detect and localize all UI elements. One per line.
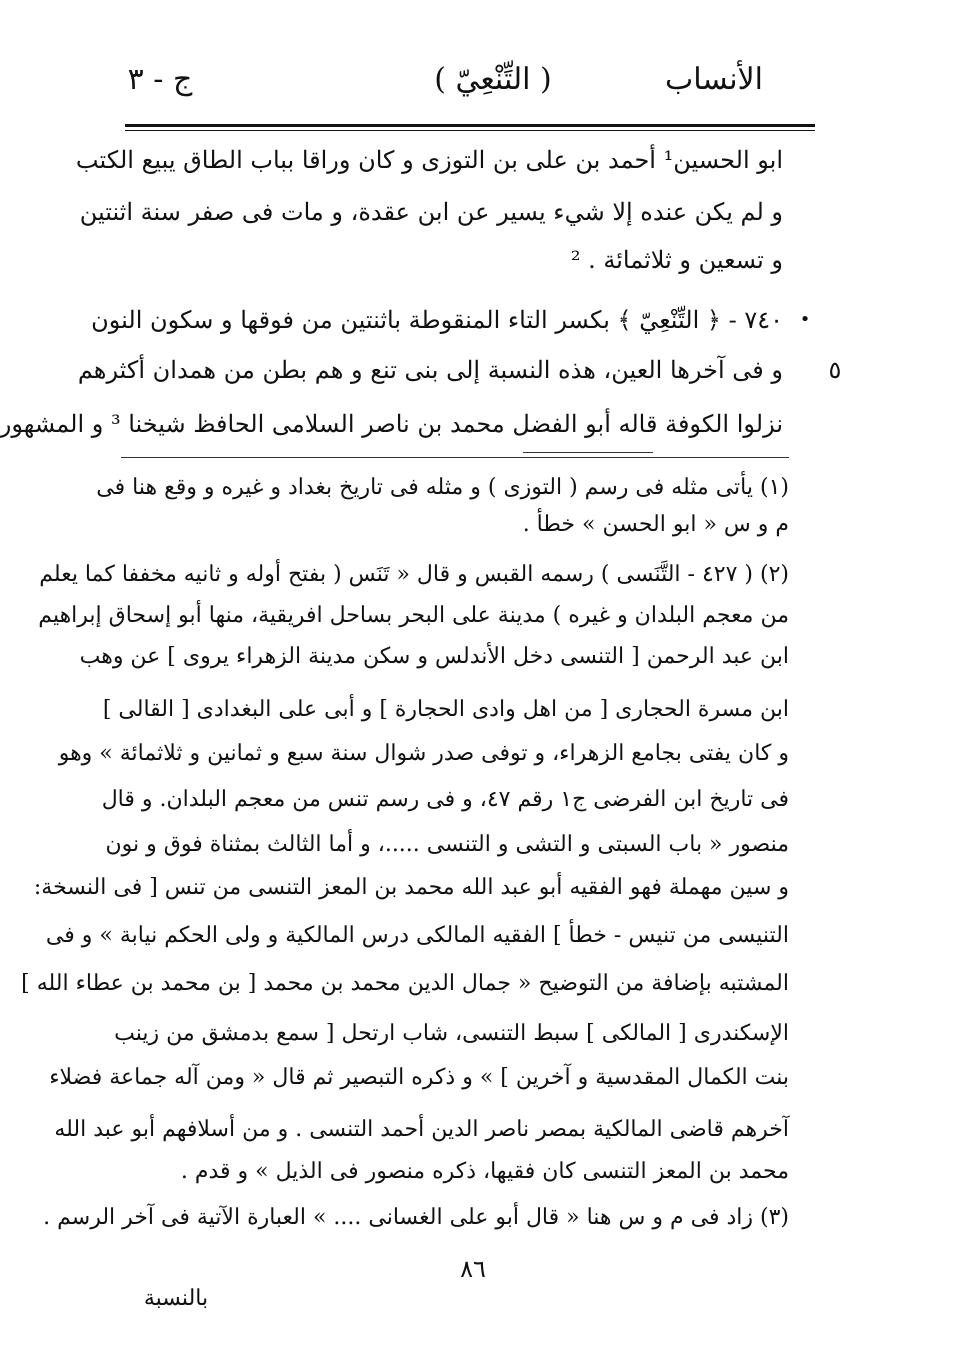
entry-marker: •: [799, 309, 811, 330]
entry-heading: ( التِّنْعِيّ ): [434, 62, 552, 97]
body-line: نزلوا الكوفة قاله أبو الفضل محمد بن ناصر السلامى الحافظ شيخنا ³ و المشهور: [0, 410, 783, 438]
footnote-line: (٣) زاد فى م و س هنا « قال أبو على الغسانى .... » العبارة الآتية فى آخر الرسم .: [43, 1205, 789, 1230]
footnote-line: و كان يفتى بجامع الزهراء، و توفى صدر شوال سنة سبع و ثمانين و ثلاثمائة » وهو: [58, 741, 789, 766]
footnote-line: بنت الكمال المقدسية و آخرين ] » و ذكره التبصير ثم قال « ومن آله جماعة فضلاء: [49, 1065, 789, 1090]
footnote-line: آخرهم قاضى المالكية بمصر ناصر الدين أحمد التنسى . و من أسلافهم أبو عبد الله: [54, 1117, 789, 1142]
body-line: و فى آخرها العين، هذه النسبة إلى بنى تنع و هم بطن من همدان أكثرهم: [77, 356, 783, 384]
footnote-line: من معجم البلدان و غيره ) مدينة على البحر بساحل افريقية، منها أبو إسحاق إبراهيم: [38, 603, 789, 628]
body-line: و لم يكن عنده إلا شيء يسير عن ابن عقدة، و مات فى صفر سنة اثنتين: [79, 198, 783, 226]
footnote-line: منصور « باب السبتى و التشى و التنسى .....، و أما الثالث بمثناة فوق و نون: [105, 832, 789, 857]
footnote-line: (٢) ( ٤٢٧ - التَّنَسى ) رسمه القبس و قال « تَنَس ( بفتح أوله و ثانيه مخففا كما يعلم: [39, 562, 789, 587]
line-number: ٥: [828, 356, 842, 384]
footnote-line: التنيسى من تنيس - خطأ ] الفقيه المالكى درس المالكية و ولى الحكم نيابة » و فى: [45, 923, 789, 948]
footnote-line: م و س « ابو الحسن » خطأ .: [522, 512, 789, 537]
footnote-separator: [121, 457, 789, 458]
footnote-line: محمد بن المعز التنسى كان فقيها، ذكره منصور فى الذيل » و قدم .: [180, 1159, 789, 1184]
entry-line: ٧٤٠ - ﴿ التِّنْعِيّ ﴾ بكسر التاء المنقوطة باثنتين من فوقها و سكون النون: [91, 306, 783, 334]
footnote-line: و سين مهملة فهو الفقيه أبو عبد الله محمد بن المعز التنسى من تنس [ فى النسخة:: [33, 875, 789, 900]
body-line: ابو الحسين¹ أحمد بن على بن التوزى و كان وراقا بباب الطاق يبيع الكتب: [75, 146, 783, 174]
footnote-line: ابن مسرة الحجارى [ من اهل وادى الحجارة ] و أبى على البغدادى [ القالى ]: [102, 697, 789, 722]
header-rule-thin: [125, 130, 815, 131]
footnote-line: الإسكندرى [ المالكى ] سبط التنسى، شاب ارتحل [ سمع بدمشق من زينب: [114, 1021, 789, 1046]
footnote-line: المشتبه بإضافة من التوضيح « جمال الدين محمد بن محمد [ بن محمد بن عطاء الله ]: [21, 971, 789, 996]
body-line: و تسعين و ثلاثمائة . ²: [570, 246, 783, 274]
footnote-line: ابن عبد الرحمن [ التنسى دخل الأندلس و سكن مدينة الزهراء يروى ] عن وهب: [79, 644, 789, 669]
page-number: ٨٦: [460, 1255, 486, 1283]
footnote-line: فى تاريخ ابن الفرضى ج١ رقم ٤٧، و فى رسم تنس من معجم البلدان. و قال: [101, 787, 789, 812]
running-title: الأنساب: [665, 62, 763, 97]
volume-label: ج - ٣: [127, 62, 193, 97]
footnote-line: (١) يأتى مثله فى رسم ( التوزى ) و مثله فى تاريخ بغداد و غيره و وقع هنا فى: [96, 475, 789, 500]
catchword: بالنسبة: [143, 1286, 209, 1311]
underline-mark: [523, 452, 653, 453]
header-rule-thick: [125, 124, 815, 127]
